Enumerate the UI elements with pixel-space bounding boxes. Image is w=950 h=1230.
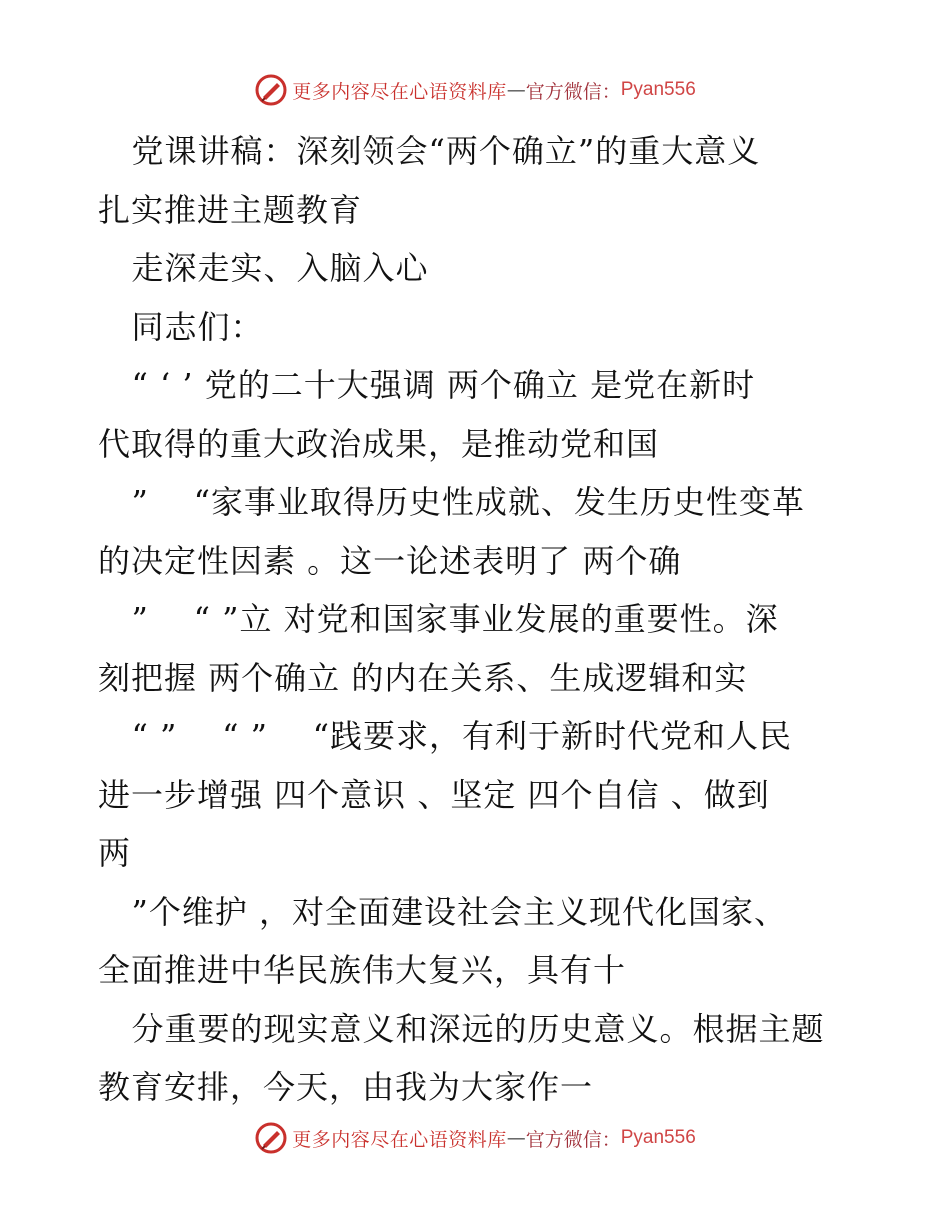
text-line: ”个维护 ，对全面建设社会主义现代化国家、 xyxy=(98,892,788,931)
footer-banner xyxy=(0,1118,950,1158)
text-line: 代取得的重大政治成果，是推动党和国 xyxy=(98,424,660,463)
banner-label: 官方微信： xyxy=(525,1128,621,1151)
text-line: ” “ ”立 对党和国家事业发展的重要性。深 xyxy=(98,600,779,638)
banner-separator: — xyxy=(506,79,526,101)
banner-text: 更多内容尽在心语资料库 xyxy=(292,80,507,103)
text-line: 进一步增强 四个意识 、坚定 四个自信 、做到 xyxy=(98,775,770,814)
text-line: 教育安排，今天，由我为大家作一 xyxy=(98,1068,594,1106)
text-line: 分重要的现实意义和深远的历史意义。根据主题 xyxy=(98,1009,825,1048)
document-body xyxy=(98,122,868,1117)
text-line: ” “家事业取得历史性成就、发生历史性变革 xyxy=(98,483,805,521)
logo-icon xyxy=(254,1121,288,1155)
text-line: 全面推进中华民族伟大复兴，具有十 xyxy=(98,951,627,989)
text-line: 同志们： xyxy=(98,307,264,346)
text-line: 扎实推进主题教育 xyxy=(98,190,363,229)
header-banner xyxy=(0,70,950,110)
banner-id: Pyan556 xyxy=(620,1127,696,1148)
banner-id: Pyan556 xyxy=(620,79,696,100)
text-line: 的决定性因素 。这一论述表明了 两个确 xyxy=(98,541,682,580)
text-line: “ ” “ ” “践要求，有利于新时代党和人民 xyxy=(98,717,793,755)
banner-label: 官方微信： xyxy=(525,80,621,103)
text-line: 党课讲稿：深刻领会“两个确立”的重大意义 xyxy=(98,132,761,170)
logo-icon xyxy=(254,73,288,107)
text-line: “ ‘ ’ 党的二十大强调 两个确立 是党在新时 xyxy=(98,366,756,404)
text-line: 两 xyxy=(98,834,132,872)
text-line: 刻把握 两个确立 的内在关系、生成逻辑和实 xyxy=(98,658,748,697)
banner-text: 更多内容尽在心语资料库 xyxy=(292,1128,507,1151)
text-line: 走深走实、入脑入心 xyxy=(98,249,429,287)
banner-separator: — xyxy=(506,1127,526,1149)
